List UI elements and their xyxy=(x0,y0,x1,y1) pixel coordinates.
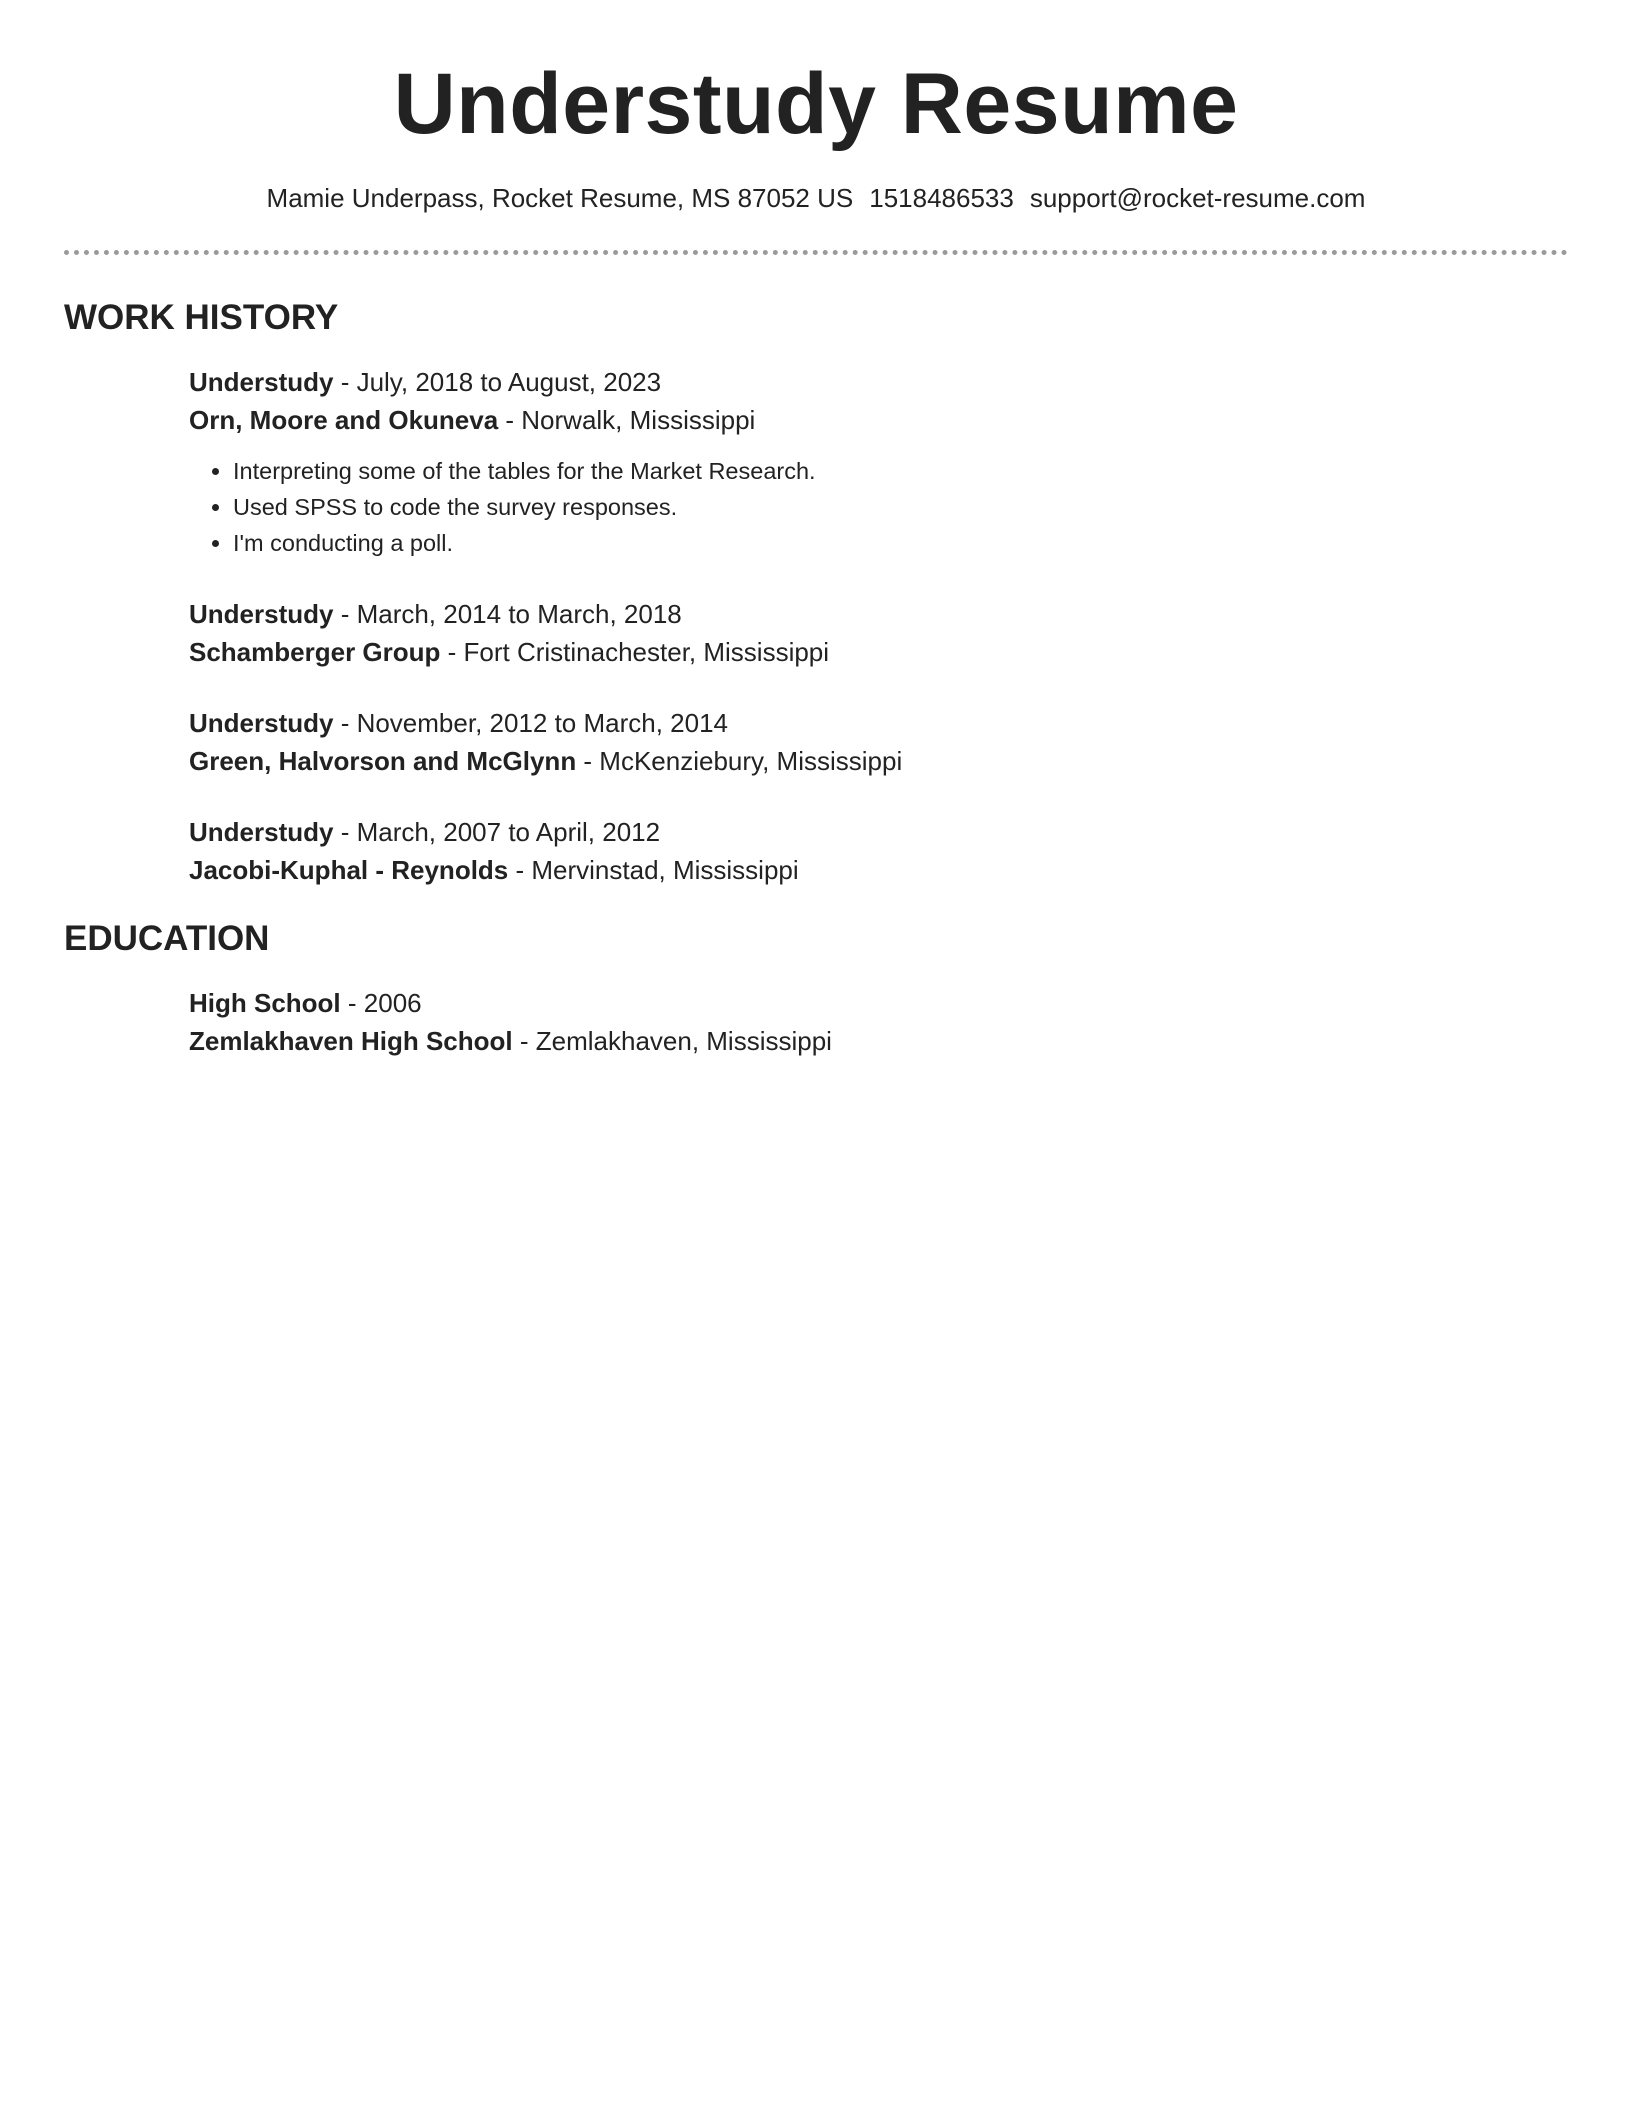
job-company-line xyxy=(189,401,1489,439)
job-entry xyxy=(189,704,1489,780)
job-location: - Norwalk, Mississippi xyxy=(498,405,756,435)
header-divider xyxy=(64,250,1568,255)
job-title-line xyxy=(189,595,1489,633)
job-entry xyxy=(189,595,1489,671)
contact-address: Mamie Underpass, Rocket Resume, MS 87052 US xyxy=(266,183,854,213)
job-bullet: • I'm conducting a poll. xyxy=(233,525,1489,561)
job-location: - Mervinstad, Mississippi xyxy=(508,855,799,885)
job-title-line xyxy=(189,813,1489,851)
job-dates: - March, 2014 to March, 2018 xyxy=(333,599,682,629)
job-dates: - March, 2007 to April, 2012 xyxy=(333,817,661,847)
contact-phone: 1518486533 xyxy=(869,183,1014,213)
education-heading: EDUCATION xyxy=(64,919,270,958)
job-entry xyxy=(189,813,1489,889)
job-location: - McKenziebury, Mississippi xyxy=(576,746,903,776)
job-company: Jacobi-Kuphal - Reynolds xyxy=(189,855,509,885)
job-entry xyxy=(189,363,1489,561)
job-bullet-list xyxy=(189,453,1489,561)
education-degree-line xyxy=(189,984,1489,1022)
job-dates: - November, 2012 to March, 2014 xyxy=(333,708,729,738)
job-title: Understudy xyxy=(189,599,334,629)
job-title: Understudy xyxy=(189,367,334,397)
job-dates: - July, 2018 to August, 2023 xyxy=(333,367,662,397)
job-company-line xyxy=(189,742,1489,780)
job-company: Schamberger Group xyxy=(189,637,441,667)
job-company-line xyxy=(189,633,1489,671)
job-bullet: • Interpreting some of the tables for the Market Research. xyxy=(233,453,1489,489)
education-year: - 2006 xyxy=(340,988,422,1018)
education-entry xyxy=(189,984,1489,1060)
contact-email: support@rocket-resume.com xyxy=(1029,183,1366,213)
education-degree: High School xyxy=(189,988,341,1018)
job-location: - Fort Cristinachester, Mississippi xyxy=(440,637,830,667)
resume-title: Understudy Resume xyxy=(393,56,1239,152)
job-bullet: • Used SPSS to code the survey responses. xyxy=(233,489,1489,525)
education-school-line xyxy=(189,1022,1489,1060)
job-company: Orn, Moore and Okuneva xyxy=(189,405,499,435)
contact-line xyxy=(0,178,1632,218)
job-company: Green, Halvorson and McGlynn xyxy=(189,746,577,776)
job-title: Understudy xyxy=(189,708,334,738)
education-location: - Zemlakhaven, Mississippi xyxy=(512,1026,832,1056)
job-title-line xyxy=(189,704,1489,742)
job-title-line xyxy=(189,363,1489,401)
job-title: Understudy xyxy=(189,817,334,847)
work-history-heading: WORK HISTORY xyxy=(64,298,339,337)
job-company-line xyxy=(189,851,1489,889)
education-school: Zemlakhaven High School xyxy=(189,1026,513,1056)
